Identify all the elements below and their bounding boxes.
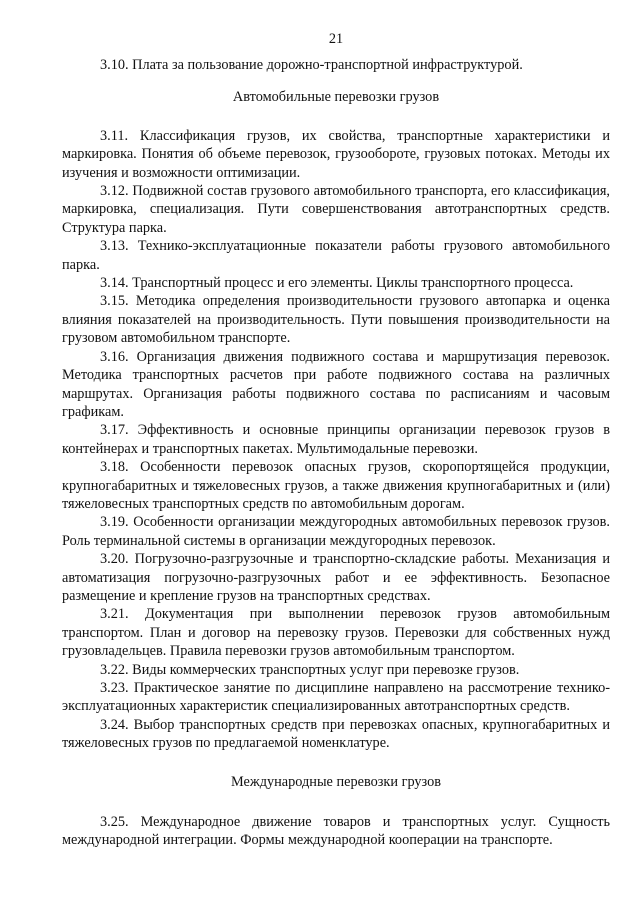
- section-title-international-freight: Международные перевозки грузов: [230, 773, 442, 790]
- paragraph-3-25: 3.25. Международное движение товаров и транспортных услуг. Сущность международной интеграции. Формы международной кооперации на транспорте.: [62, 814, 610, 849]
- paragraph-3-12: 3.12. Подвижной состав грузового автомобильного транспорта, его классификация, маркировка, специализация. Пути совершенствования автотранспортных средств. Структура парка.: [62, 183, 610, 236]
- paragraph-3-19: 3.19. Особенности организации междугородных автомобильных перевозок грузов. Роль терминальной системы в организации междугородных перевозок.: [62, 514, 610, 549]
- paragraph-3-20: 3.20. Погрузочно-разгрузочные и транспортно-складские работы. Механизация и автоматизация погрузочно-разгрузочных работ и ее эффективность. Безопасное размещение и крепление грузов на транспортных средствах.: [62, 551, 610, 604]
- paragraph-3-18: 3.18. Особенности перевозок опасных грузов, скоропортящейся продукции, крупногабаритных и тяжеловесных грузов, а также движения крупногабаритных и (или) тяжеловесных транспортных средств по автомобильным дорогам.: [62, 459, 610, 512]
- paragraph-3-23: 3.23. Практическое занятие по дисциплине направлено на рассмотрение технико-эксплуатационных характеристик специализированных автотранспортных средств.: [62, 680, 610, 715]
- section-international-freight: [62, 773, 610, 850]
- paragraph-3-11: 3.11. Классификация грузов, их свойства, транспортные характеристики и маркировка. Понятия об объеме перевозок, грузообороте, грузовых потоках. Методы их изучения и возможности оптимизации.: [62, 127, 610, 181]
- paragraph-3-13: 3.13. Технико-эксплуатационные показатели работы грузового автомобильного парка.: [62, 238, 610, 273]
- paragraph-3-24: 3.24. Выбор транспортных средств при перевозках опасных, крупногабаритных и тяжеловесных грузов по предлагаемой номенклатуре.: [62, 716, 610, 752]
- paragraph-3-17: 3.17. Эффективность и основные принципы организации перевозок грузов в контейнерах и транспортных пакетах. Мультимодальные перевозки.: [62, 422, 610, 457]
- paragraph-3-21: 3.21. Документация при выполнении перевозок грузов автомобильным транспортом. План и договор на перевозку грузов. Перевозки для собственных нужд грузовладельцев. Правила перевозки грузов автомобильным транспортом.: [62, 606, 610, 660]
- paragraph-3-14: 3.14. Транспортный процесс и его элементы. Циклы транспортного процесса.: [100, 275, 574, 292]
- section-road-freight: [62, 88, 610, 752]
- paragraph-3-22: 3.22. Виды коммерческих транспортных услуг при перевозке грузов.: [100, 661, 520, 678]
- paragraph-3-15: 3.15. Методика определения производительности грузового автопарка и оценка влияния показателей на производительность. Пути повышения производительности на грузовом автомобильном транспорте.: [62, 293, 610, 347]
- paragraph-3-10: 3.10. Плата за пользование дорожно-транспортной инфраструктурой.: [100, 57, 523, 73]
- section-title-road-freight: Автомобильные перевозки грузов: [232, 89, 440, 106]
- page-number: 21: [328, 31, 344, 47]
- paragraph-3-16: 3.16. Организация движения подвижного состава и маршрутизация перевозок. Методика транспортных расчетов при работе подвижного состава на различных маршрутах. Организация работы подвижного состава по расписаниям и часовым графикам.: [62, 348, 610, 420]
